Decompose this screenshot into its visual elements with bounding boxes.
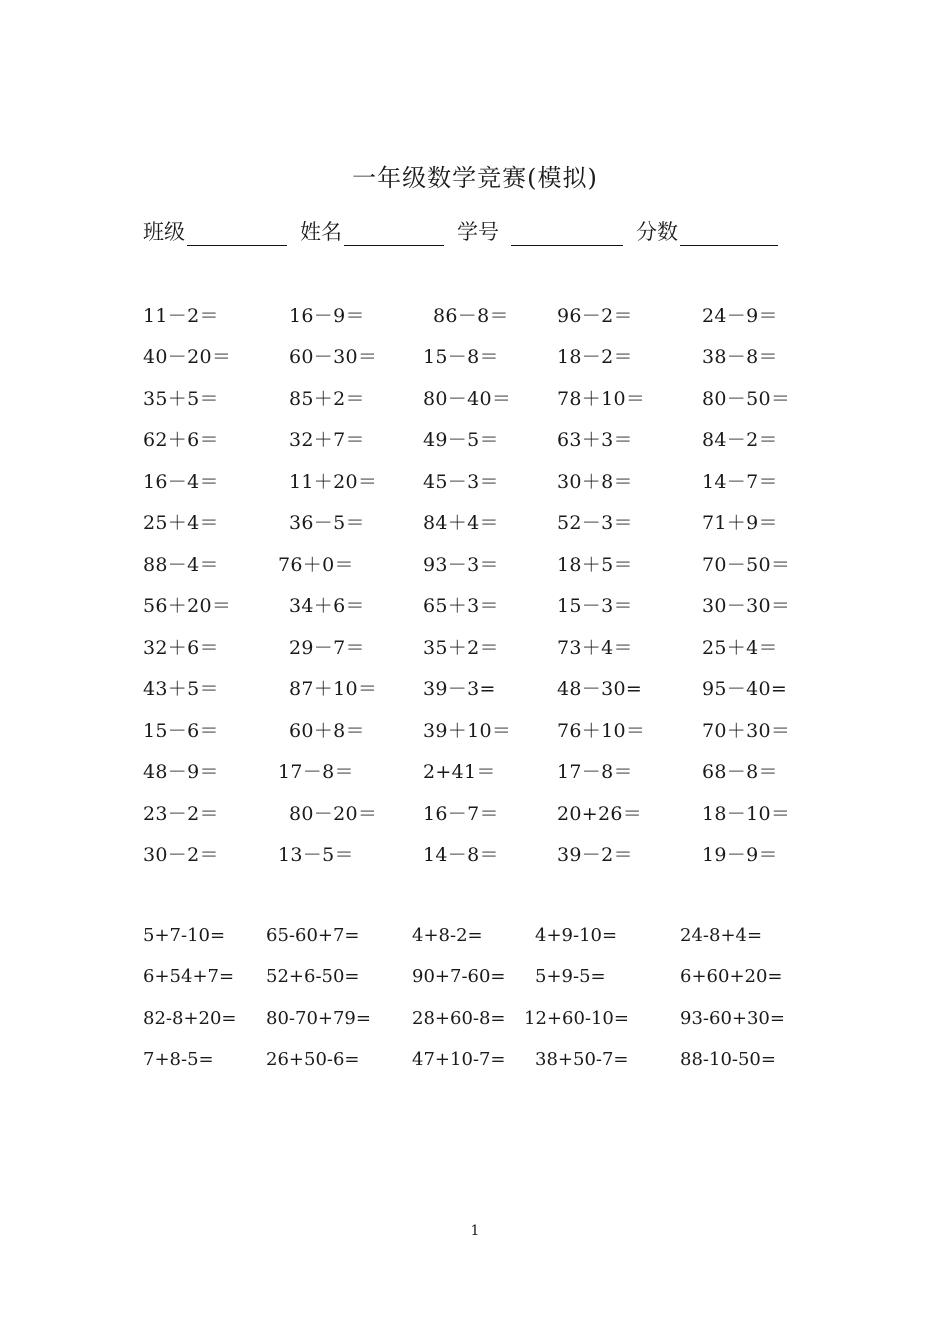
problem-item: 71＋9＝ bbox=[702, 512, 778, 534]
problem-item: 80－40＝ bbox=[423, 388, 512, 410]
score-field bbox=[636, 216, 778, 246]
page-number: 1 bbox=[470, 1223, 480, 1239]
problem-item: 60＋8＝ bbox=[289, 720, 365, 742]
problem-item: 39＋10＝ bbox=[423, 720, 512, 742]
problem-item: 24-8+4= bbox=[680, 925, 763, 946]
problem-item: 80-70+79= bbox=[266, 1008, 371, 1029]
problem-item: 11－2＝ bbox=[143, 305, 219, 327]
problem-item: 15－6＝ bbox=[143, 720, 219, 742]
problem-item: 60－30＝ bbox=[289, 346, 378, 368]
problem-item: 4+9-10= bbox=[535, 925, 618, 946]
problem-item: 80－20＝ bbox=[289, 803, 378, 825]
problem-item: 93-60+30= bbox=[680, 1008, 785, 1029]
problem-item: 6+54+7= bbox=[143, 966, 235, 987]
problem-item: 52－3＝ bbox=[557, 512, 633, 534]
problem-item: 82-8+20= bbox=[143, 1008, 237, 1029]
problem-item: 30－2＝ bbox=[143, 844, 219, 866]
problem-item: 43＋5＝ bbox=[143, 678, 219, 700]
problem-item: 62＋6＝ bbox=[143, 429, 219, 451]
problem-item: 76＋0＝ bbox=[278, 554, 354, 576]
problem-item: 11＋20＝ bbox=[289, 471, 378, 493]
problem-item: 48－9＝ bbox=[143, 761, 219, 783]
score-label: 分数 bbox=[636, 220, 678, 244]
problem-item: 32＋6＝ bbox=[143, 637, 219, 659]
problem-item: 17－8＝ bbox=[557, 761, 633, 783]
score-blank[interactable] bbox=[680, 221, 778, 246]
problem-item: 16－9＝ bbox=[289, 305, 365, 327]
problem-item: 65-60+7= bbox=[266, 925, 360, 946]
student-id-label: 学号 bbox=[457, 220, 499, 244]
class-blank[interactable] bbox=[187, 221, 287, 246]
problem-item: 70－50＝ bbox=[702, 554, 791, 576]
problem-item: 63＋3＝ bbox=[557, 429, 633, 451]
problem-item: 19－9＝ bbox=[702, 844, 778, 866]
problem-item: 34＋6＝ bbox=[289, 595, 365, 617]
problem-item: 39－3= bbox=[423, 678, 496, 700]
problem-item: 52+6-50= bbox=[266, 966, 360, 987]
page-title: 一年级数学竞赛(模拟) bbox=[352, 164, 598, 192]
problem-item: 78＋10＝ bbox=[557, 388, 646, 410]
problem-item: 23－2＝ bbox=[143, 803, 219, 825]
problem-item: 65＋3＝ bbox=[423, 595, 499, 617]
problem-item: 35＋5＝ bbox=[143, 388, 219, 410]
problem-item: 14－7＝ bbox=[702, 471, 778, 493]
problem-item: 18－10＝ bbox=[702, 803, 791, 825]
problem-item: 25＋4＝ bbox=[702, 637, 778, 659]
problem-item: 16－4＝ bbox=[143, 471, 219, 493]
problem-item: 35＋2＝ bbox=[423, 637, 499, 659]
problem-item: 36－5＝ bbox=[289, 512, 365, 534]
problem-item: 68－8＝ bbox=[702, 761, 778, 783]
problem-item: 40－20＝ bbox=[143, 346, 232, 368]
problem-item: 84＋4＝ bbox=[423, 512, 499, 534]
problem-item: 96－2＝ bbox=[557, 305, 633, 327]
problem-item: 14－8＝ bbox=[423, 844, 499, 866]
problem-item: 30＋8＝ bbox=[557, 471, 633, 493]
student-id-field bbox=[457, 216, 623, 246]
problem-item: 20+26＝ bbox=[557, 803, 643, 825]
problem-item: 85＋2＝ bbox=[289, 388, 365, 410]
problem-item: 16－7＝ bbox=[423, 803, 499, 825]
problem-item: 6+60+20= bbox=[680, 966, 783, 987]
problem-item: 26+50-6= bbox=[266, 1049, 360, 1070]
problem-item: 56＋20＝ bbox=[143, 595, 232, 617]
problem-item: 2+41＝ bbox=[423, 761, 496, 783]
problem-item: 5+7-10= bbox=[143, 925, 226, 946]
problem-item: 15－8＝ bbox=[423, 346, 499, 368]
problem-item: 32＋7＝ bbox=[289, 429, 365, 451]
problem-item: 73＋4＝ bbox=[557, 637, 633, 659]
problem-item: 13－5＝ bbox=[278, 844, 354, 866]
problem-item: 38－8＝ bbox=[702, 346, 778, 368]
name-field bbox=[300, 216, 444, 246]
problem-item: 93－3＝ bbox=[423, 554, 499, 576]
problem-item: 87＋10＝ bbox=[289, 678, 378, 700]
problem-item: 18＋5＝ bbox=[557, 554, 633, 576]
problem-item: 47+10-7= bbox=[412, 1049, 506, 1070]
problem-item: 24－9＝ bbox=[702, 305, 778, 327]
problem-item: 25＋4＝ bbox=[143, 512, 219, 534]
class-label: 班级 bbox=[143, 220, 185, 244]
problem-item: 4+8-2= bbox=[412, 925, 483, 946]
problem-item: 18－2＝ bbox=[557, 346, 633, 368]
problem-item: 7+8-5= bbox=[143, 1049, 214, 1070]
problem-item: 29－7＝ bbox=[289, 637, 365, 659]
name-blank[interactable] bbox=[344, 221, 444, 246]
problem-item: 88-10-50= bbox=[680, 1049, 776, 1070]
student-id-blank[interactable] bbox=[511, 221, 623, 246]
problem-item: 15－3＝ bbox=[557, 595, 633, 617]
problem-item: 39－2＝ bbox=[557, 844, 633, 866]
problem-item: 70＋30＝ bbox=[702, 720, 791, 742]
problem-item: 30－30＝ bbox=[702, 595, 791, 617]
problem-item: 86－8＝ bbox=[433, 305, 509, 327]
problem-item: 84－2＝ bbox=[702, 429, 778, 451]
problem-item: 17－8＝ bbox=[278, 761, 354, 783]
problem-item: 28+60-8= bbox=[412, 1008, 506, 1029]
problem-item: 5+9-5= bbox=[535, 966, 606, 987]
problem-item: 45－3＝ bbox=[423, 471, 499, 493]
problem-item: 76＋10＝ bbox=[557, 720, 646, 742]
name-label: 姓名 bbox=[300, 220, 342, 244]
problem-item: 95－40= bbox=[702, 678, 788, 700]
problem-item: 38+50-7= bbox=[535, 1049, 629, 1070]
problem-item: 49－5＝ bbox=[423, 429, 499, 451]
problem-item: 12+60-10= bbox=[524, 1008, 629, 1029]
student-info-row bbox=[143, 216, 803, 246]
class-field bbox=[143, 216, 287, 246]
problem-item: 48－30= bbox=[557, 678, 643, 700]
problem-item: 80－50＝ bbox=[702, 388, 791, 410]
problem-item: 90+7-60= bbox=[412, 966, 506, 987]
problem-item: 88－4＝ bbox=[143, 554, 219, 576]
